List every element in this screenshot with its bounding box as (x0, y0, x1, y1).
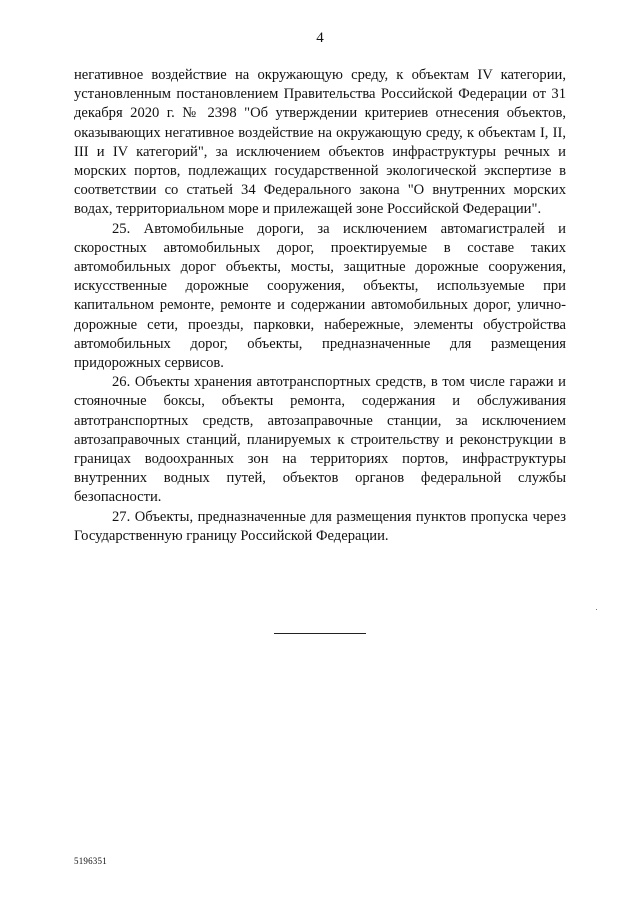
paragraph-item-26: 26. Объекты хранения автотранспортных средств, в том числе гаражи и стояночные боксы, объекты ремонта, содержания и обслуживания автотранспортных средств, автозаправочные станции, за исключением автозаправочных станций, планируемых к строительству и реконструкции в границах водоохранных зон на территориях портов, инфраструктуры внутренних водных путей, объектов органов федеральной службы безопасности. (74, 374, 566, 506)
paragraph-item-27: 27. Объекты, предназначенные для размещения пунктов пропуска через Государственную границу Российской Федерации. (74, 508, 566, 544)
page-number: 4 (316, 30, 324, 46)
paragraph-item-25: 25. Автомобильные дороги, за исключением автомагистралей и скоростных автомобильных дорог, проектируемые в составе таких автомобильных дорог объекты, мосты, защитные дорожные сооружения, искусственные дорожные сооружения, объекты, используемые при капитальном ремонте, ремонте и содержании автомобильных дорог, улично-дорожные сети, проезды, парковки, набережные, элементы обустройства автомобильных дорог, объекты, предназначенные для размещения придорожных сервисов. (74, 220, 566, 372)
document-body (74, 66, 566, 546)
document-code: 5196351 (74, 856, 107, 866)
end-of-text-rule (274, 633, 366, 634)
paragraph-continuation: негативное воздействие на окружающую среду, к объектам IV категории, установленным постановлением Правительства Российской Федерации от 31 декабря 2020 г. № 2398 "Об утверждении критериев отнесения объектов, оказывающих негативное воздействие на окружающую среду, к объектам I, II, III и IV категорий", за исключением объектов инфраструктуры речных и морских портов, подлежащих государственной экологической экспертизе в соответствии со статьей 34 Федерального закона "О внутренних морских водах, территориальном море и прилежащей зоне Российской Федерации". (74, 67, 566, 218)
scan-speck (596, 609, 597, 610)
